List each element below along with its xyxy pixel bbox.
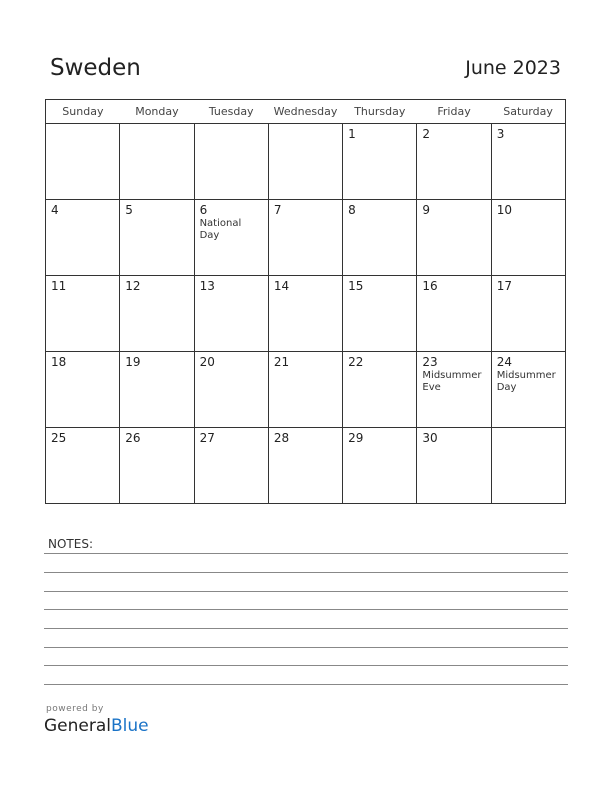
day-cell (417, 124, 491, 200)
holiday-label: National Day (199, 218, 242, 241)
day-number: 22 (348, 355, 364, 369)
day-number: 14 (273, 279, 290, 293)
day-cell (120, 276, 194, 352)
note-line (44, 647, 568, 648)
day-number: 4 (51, 203, 59, 217)
weekday-header: Saturday (491, 100, 565, 124)
day-number: 27 (199, 431, 215, 445)
day-cell (343, 276, 417, 352)
day-cell (343, 200, 417, 276)
day-cell (268, 276, 342, 352)
day-cell (343, 124, 417, 200)
day-cell (46, 276, 120, 352)
note-line (44, 609, 568, 610)
day-number: 2 (422, 127, 431, 141)
day-cell (120, 124, 194, 200)
day-cell (120, 428, 194, 504)
day-cell (343, 428, 417, 504)
day-cell (120, 352, 194, 428)
note-line (44, 665, 568, 666)
day-number: 6 (199, 203, 208, 217)
weekday-header: Tuesday (194, 100, 268, 124)
day-number: 20 (199, 355, 215, 369)
day-number: 28 (273, 431, 290, 445)
day-cell (120, 200, 194, 276)
day-cell (268, 124, 342, 200)
day-cell (491, 428, 565, 504)
weekday-header: Friday (417, 100, 491, 124)
weekday-header: Thursday (343, 100, 417, 124)
day-cell (268, 352, 342, 428)
day-cell (194, 352, 268, 428)
day-cell (194, 124, 268, 200)
week-row (46, 276, 566, 352)
day-cell (491, 276, 565, 352)
day-cell (194, 200, 268, 276)
note-line (44, 553, 568, 554)
week-row (46, 428, 566, 504)
calendar-grid (45, 99, 566, 504)
day-cell (491, 352, 565, 428)
day-number: 21 (273, 355, 290, 369)
day-number: 18 (51, 355, 67, 369)
day-cell (268, 428, 342, 504)
day-number: 19 (125, 355, 141, 369)
notes-label: NOTES: (48, 537, 93, 551)
note-line (44, 628, 568, 629)
day-cell (46, 428, 120, 504)
day-number: 25 (51, 431, 67, 445)
day-number: 10 (496, 203, 512, 217)
day-cell (194, 428, 268, 504)
day-cell (491, 124, 565, 200)
weekday-header: Wednesday (268, 100, 342, 124)
week-row (46, 200, 566, 276)
day-cell (343, 352, 417, 428)
day-cell (417, 276, 491, 352)
day-number: 13 (199, 279, 215, 293)
generalblue-logo (44, 716, 149, 736)
day-cell (46, 352, 120, 428)
day-number: 3 (496, 127, 505, 141)
day-number: 15 (348, 279, 364, 293)
day-cell (268, 200, 342, 276)
day-cell (417, 200, 491, 276)
week-row (46, 352, 566, 428)
day-cell (417, 352, 491, 428)
day-number: 29 (348, 431, 364, 445)
day-number: 17 (496, 279, 512, 293)
day-number: 16 (422, 279, 438, 293)
country-title: Sweden (50, 55, 141, 81)
week-row (46, 124, 566, 200)
day-number: 8 (348, 203, 356, 217)
day-cell (491, 200, 565, 276)
weekday-header-row (46, 100, 566, 124)
day-cell (46, 200, 120, 276)
day-number: 7 (273, 203, 282, 217)
weekday-header: Sunday (46, 100, 120, 124)
day-number: 9 (422, 203, 431, 217)
month-year-title: June 2023 (465, 57, 561, 79)
holiday-label: Midsummer Eve (422, 370, 482, 393)
day-cell (46, 124, 120, 200)
holiday-label: Midsummer Day (496, 370, 556, 393)
day-number: 1 (348, 127, 356, 141)
powered-by-text: powered by (46, 704, 104, 714)
day-number: 24 (496, 355, 512, 369)
day-number: 30 (422, 431, 438, 445)
note-line (44, 572, 568, 573)
day-number: 11 (51, 279, 67, 293)
note-line (44, 684, 568, 685)
brand-part-1: General (44, 716, 111, 736)
day-cell (194, 276, 268, 352)
day-number: 12 (125, 279, 141, 293)
note-line (44, 591, 568, 592)
weekday-header: Monday (120, 100, 194, 124)
day-number: 5 (125, 203, 133, 217)
day-number: 26 (125, 431, 141, 445)
day-cell (417, 428, 491, 504)
brand-part-2: Blue (111, 716, 149, 736)
day-number: 23 (422, 355, 438, 369)
